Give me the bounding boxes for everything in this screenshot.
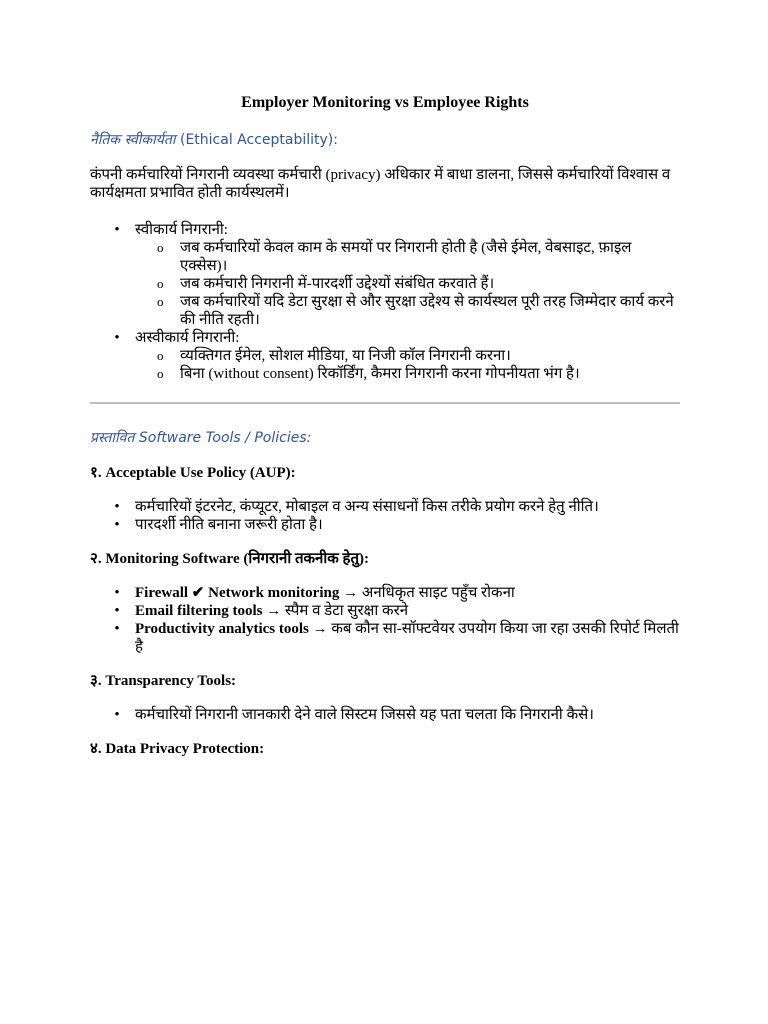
- item-number: ३: [90, 673, 98, 689]
- document-title: Employer Monitoring vs Employee Rights: [241, 94, 529, 111]
- sub-bullet-glyph: o: [157, 240, 164, 255]
- sub-item-text: बिना (without consent) रिकॉर्डिंग, कैमरा निगरानी करना गोपनीयता भंग है।: [180, 366, 580, 382]
- list-item-text: कर्मचारियों निगरानी जानकारी देने वाले सिस्टम जिससे यह पता चलता कि निगरानी कैसे।: [135, 707, 594, 723]
- sub-list: [90, 347, 680, 383]
- intro-text-a: कंपनी कर्मचारियों निगरानी व्यवस्था कर्मचारी: [90, 167, 322, 183]
- tool-name: Firewall ✔ Network monitoring: [135, 585, 340, 601]
- item-title: Acceptable Use Policy (AUP):: [105, 465, 296, 481]
- list-item: [90, 602, 680, 620]
- item-title: Data Privacy Protection:: [105, 741, 265, 757]
- sub-bullet-glyph: o: [157, 294, 164, 309]
- tool-description: → कब कौन सा-सॉफ्टवेयर उपयोग किया जा रहा उसकी रिपोर्ट मिलती है: [135, 621, 679, 655]
- bullet-glyph: •: [114, 707, 120, 723]
- list-item: [90, 347, 680, 365]
- list-item: [90, 275, 680, 293]
- bullet-label: स्वीकार्य निगरानी:: [135, 222, 228, 238]
- sub-item-text: जब कर्मचारियों केवल काम के समयों पर निगरानी होती है (जैसे ईमेल, वेबसाइट, फ़ाइल एक्सेस)।: [180, 240, 632, 274]
- ethics-bullet-list: [90, 221, 680, 383]
- sub-item-text: जब कर्मचारियों यदि डेटा सुरक्षा से और सुरक्षा उद्देश्य से कार्यस्थल पूरी तरह जिम्मेदार कार्य करने की नीति रहती।: [180, 294, 674, 328]
- item-title: Transparency Tools:: [105, 673, 237, 689]
- list-item-text: पारदर्शी नीति बनाना जरूरी होता है।: [135, 517, 323, 533]
- item-number: १: [90, 465, 98, 481]
- tool-heading-privacy: ४. Data Privacy Protection:: [90, 741, 265, 757]
- list-item: [90, 584, 680, 602]
- list-item: [90, 329, 680, 383]
- tool-heading-transparency: ३. Transparency Tools:: [90, 673, 237, 689]
- section-heading-ethics: [90, 130, 680, 150]
- bullet-glyph: •: [114, 603, 120, 619]
- intro-paragraph: [90, 166, 680, 202]
- section-heading-tools: [90, 428, 680, 448]
- sub-item-text: व्यक्तिगत ईमेल, सोशल मीडिया, या निजी कॉल निगरानी करना।: [180, 348, 511, 364]
- monitoring-bullet-list: [90, 584, 680, 656]
- tool-name: Email filtering tools: [135, 603, 263, 619]
- bullet-glyph: •: [114, 222, 120, 238]
- bullet-label: अस्वीकार्य निगरानी:: [135, 330, 240, 346]
- horizontal-divider: [90, 402, 680, 404]
- bullet-glyph: •: [114, 330, 120, 346]
- tool-heading-monitoring: २. Monitoring Software (निगरानी तकनीक हेतु):: [90, 551, 370, 567]
- sub-bullet-glyph: o: [157, 366, 164, 381]
- transparency-bullet-list: [90, 706, 680, 724]
- bullet-glyph: •: [114, 621, 120, 637]
- list-item: [90, 498, 680, 516]
- section-heading-english: Software Tools / Policies:: [138, 430, 312, 446]
- list-item-text: कर्मचारियों इंटरनेट, कंप्यूटर, मोबाइल व अन्य संसाधनों किस तरीके प्रयोग करने हेतु नीति।: [135, 499, 599, 515]
- sub-list: [90, 239, 680, 329]
- list-item: [90, 365, 680, 383]
- intro-text-b: अधिकार में बाधा डालना, जिससे कर्मचारियों विश्वास व कार्यक्षमता प्रभावित होती कार्यस्थलमें।: [90, 167, 671, 201]
- sub-bullet-glyph: o: [157, 276, 164, 291]
- item-number: २: [90, 551, 98, 567]
- list-item: [90, 239, 680, 275]
- list-item: [90, 293, 680, 329]
- bullet-glyph: •: [114, 517, 120, 533]
- intro-privacy: (privacy): [325, 167, 381, 183]
- section-heading-english: (Ethical Acceptability):: [180, 132, 338, 148]
- tool-heading-aup: १. Acceptable Use Policy (AUP):: [90, 465, 296, 481]
- document-content: [90, 92, 680, 774]
- section-heading-local: नैतिक स्वीकार्यता: [90, 132, 176, 148]
- aup-bullet-list: [90, 498, 680, 534]
- list-item: [90, 620, 680, 656]
- list-item: [90, 516, 680, 534]
- item-number: ४: [90, 741, 98, 757]
- sub-bullet-glyph: o: [157, 348, 164, 363]
- item-title: Monitoring Software (निगरानी तकनीक हेतु):: [105, 551, 370, 567]
- bullet-glyph: •: [114, 499, 120, 515]
- tool-name: Productivity analytics tools: [135, 621, 309, 637]
- tool-description: → स्पैम व डेटा सुरक्षा करने: [266, 603, 409, 619]
- bullet-glyph: •: [114, 585, 120, 601]
- section-heading-local: प्रस्तावित: [90, 430, 135, 446]
- list-item: [90, 221, 680, 329]
- sub-item-text: जब कर्मचारी निगरानी में-पारदर्शी उद्देश्यों संबंधित करवाते हैं।: [180, 276, 495, 292]
- tool-description: → अनधिकृत साइट पहुँच रोकना: [343, 585, 515, 601]
- list-item: [90, 706, 680, 724]
